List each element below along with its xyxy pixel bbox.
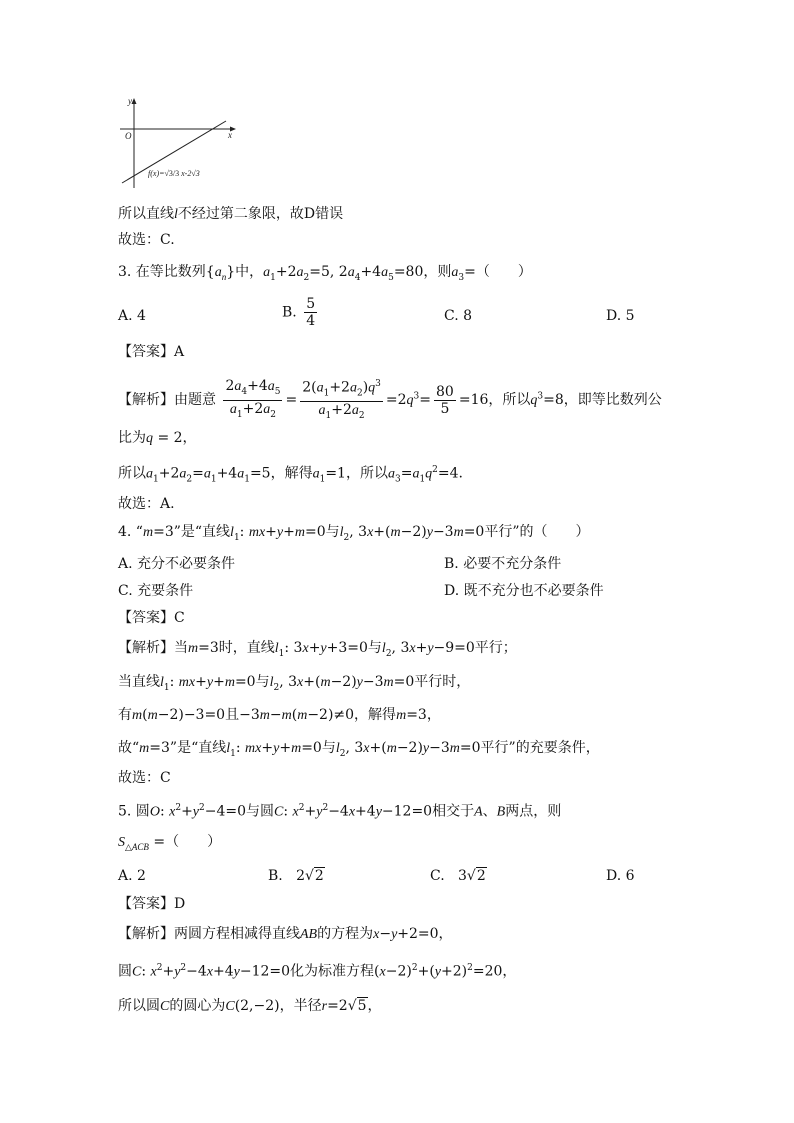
q3-analysis-line2: 比为q = 2，: [118, 430, 197, 446]
q4-option-c: C. 充要条件: [118, 583, 194, 599]
q5-analysis-line2: 圆C: $x^2+y^2-4x+4y-12=0$化为标准方程$(x-2)^2+(y+2)^2=20$，: [118, 963, 517, 980]
q3-stem: 3. 在等比数列$\{a_n\}$中，$a_1+2a_2=5$, $2a_4+4a_5=80$，则$a_3=$（ ）: [118, 264, 532, 283]
q4-analysis-line2: 当直线$l_1$: mx+y+m=0与$l_2$, 3x+(m−2)y−3m=0平行时，: [118, 674, 471, 693]
q3-answer: 【答案】A: [118, 344, 185, 360]
q4-stem: 4. “m=3”是“直线$l_1$: mx+y+m=0与$l_2$, 3x+(m−2)y−3m=0平行”的（ ）: [118, 524, 590, 543]
q5-option-d: D. 6: [606, 868, 635, 884]
q4-choice: 故选：C: [118, 770, 171, 786]
q4-analysis-line4: 故“m=3”是“直线$l_1$: mx+y+m=0与$l_2$, 3x+(m−2)y−3m=0平行”的充要条件，: [118, 740, 600, 759]
q5-option-b: B. 2√2: [268, 868, 324, 884]
q5-stem-line2: $S_{\triangle ACB}$ =（ ）: [118, 834, 222, 853]
q4-option-d: D. 既不充分也不必要条件: [444, 583, 604, 599]
q5-answer: 【答案】D: [118, 896, 186, 912]
q4-answer: 【答案】C: [118, 610, 185, 626]
q4-analysis-line3: 有m(m−2)−3=0且−3m−m(m−2)≠0，解得m=3，: [118, 707, 441, 723]
q2-choice: 故选：C.: [118, 232, 175, 248]
line-graph: [118, 94, 242, 190]
q5-stem-line1: 5. 圆O: $x^2+y^2-4=0$与圆C: $x^2+y^2-4x+4y-12=0$相交于A、B两点，则: [118, 803, 562, 820]
q3-option-c: C. 8: [444, 308, 473, 324]
y-axis-label: y: [128, 96, 132, 106]
conclusion-d: 所以直线l不经过第二象限，故D错误: [118, 206, 344, 222]
q5-analysis-line1: 【解析】两圆方程相减得直线AB的方程为x−y+2=0，: [118, 926, 453, 942]
origin-label: O: [125, 131, 132, 141]
q5-analysis-line3: 所以圆C的圆心为C(2,−2)，半径r=2√5，: [118, 998, 382, 1014]
q4-option-a: A. 充分不必要条件: [118, 556, 236, 572]
q3-option-d: D. 5: [606, 308, 635, 324]
q3-option-a: A. 4: [118, 308, 146, 324]
function-label: f(x)=√3/3 x-2√3: [148, 169, 200, 178]
q3-analysis-line3: 所以$a_1+2a_2=a_1+4a_1=5$，解得$a_1=1$，所以$a_3=a_1q^2=4$.: [118, 465, 463, 485]
q3-analysis-line1: 【解析】由题意 $\frac{2a_4+4a_5}{a_1+2a_2}$ = $\frac{2(a_1+2a_2)q^3}{a_1+2a_2}$ $=2q^3=$ $\frac{80}{5}$ =16，所以$q^3=8$，即等比数列公: [118, 377, 662, 422]
q4-option-b: B. 必要不充分条件: [444, 556, 562, 572]
y-axis-arrow: [132, 98, 137, 104]
q5-option-c: C. 3√2: [430, 868, 486, 884]
x-axis-label: x: [228, 130, 232, 140]
q4-analysis-line1: 【解析】当m=3时，直线$l_1$: 3x+y+3=0与$l_2$, 3x+y−9=0平行；: [118, 640, 517, 659]
q3-choice: 故选：A.: [118, 496, 175, 512]
q5-option-a: A. 2: [118, 868, 146, 884]
q3-option-b: B. $\frac{5}{4}$: [282, 296, 316, 329]
